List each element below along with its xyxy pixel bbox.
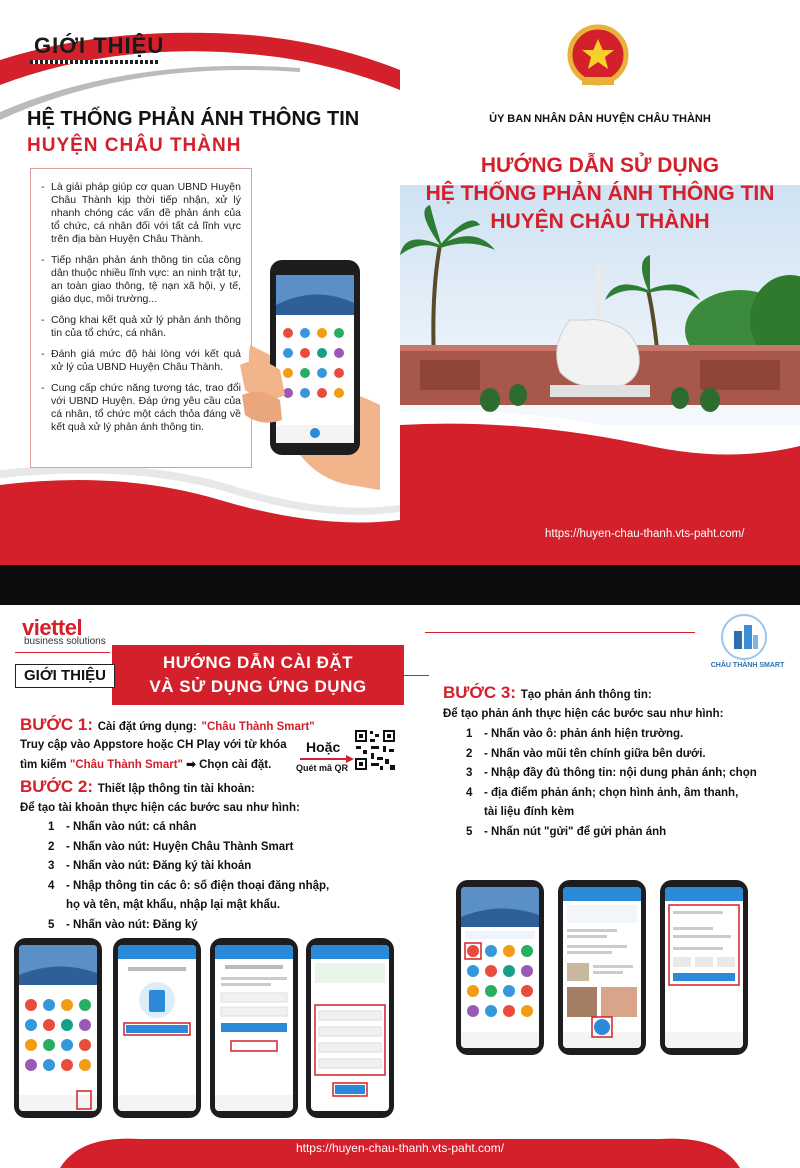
- list-item: 5 - Nhấn nút "gửi" để gửi phản ánh: [466, 825, 667, 838]
- list-item: 2 - Nhấn vào nút: Huyện Châu Thành Smart: [48, 840, 294, 853]
- phone-screenshot-step2-register-link: [210, 938, 298, 1118]
- intro-bullet: - Cung cấp chức năng tương tác, trao đổi với UBND Huyện. Đáp ứng yêu cầu của cá nhân, tổ chức một cách thỏa đáng về kết quả xử lý phản ánh thông tin.: [41, 382, 241, 434]
- phone-screenshot-form: [660, 880, 748, 1055]
- list-item: 1 - Nhấn vào ô: phản ánh hiện trường.: [466, 728, 684, 740]
- intro-bullet: - Là giải pháp giúp cơ quan UBND Huyện Châu Thành kịp thời tiếp nhận, xử lý nhanh chóng các vấn đề phản ánh của tổ chức, cá nhân đối với tất cả lĩnh vực trên địa bàn Huyện Châu Thành.: [41, 181, 241, 246]
- app-home-screen: [461, 887, 539, 1048]
- list-item: 4 - địa điểm phản ánh; chọn hình ảnh, âm thanh,: [466, 786, 739, 799]
- section-label: GIỚI THIỆU: [15, 664, 115, 688]
- qr-label: Quét mã QR: [296, 763, 349, 773]
- list-item: 2 - Nhấn vào mũi tên chính giữa bên dưới.: [466, 747, 706, 760]
- cover-artwork: [400, 0, 800, 565]
- list-item: 4 - Nhập thông tin các ô: số điện thoại đăng nhập,: [48, 879, 330, 892]
- list-item: 5 - Nhấn vào nút: Đăng ký: [48, 918, 198, 931]
- divider: [15, 652, 110, 653]
- intro-text-box: [30, 168, 252, 468]
- qr-code-icon[interactable]: [354, 729, 396, 771]
- step1-heading: [20, 715, 315, 735]
- install-guide-panel: [0, 605, 800, 1168]
- system-title: HỆ THỐNG PHẢN ÁNH THÔNG TIN: [27, 108, 360, 130]
- step3-text: Tạo phản ánh thông tin:: [520, 689, 652, 701]
- step3-list: [466, 725, 757, 842]
- intro-bullet: - Đánh giá mức độ hài lòng với kết quả xử lý của UBND Huyện Châu Thành.: [41, 348, 241, 374]
- viettel-logo: viettel: [22, 615, 83, 640]
- or-label: Hoặc: [306, 739, 341, 755]
- step1-line3-prefix: tìm kiếm: [20, 759, 67, 771]
- app-login-screen: [118, 945, 196, 1111]
- cover-url: https://huyen-chau-thanh.vts-paht.com/: [545, 528, 745, 540]
- banner-line: VÀ SỬ DỤNG ỨNG DỤNG: [149, 677, 367, 696]
- cover-title-line: HƯỚNG DẪN SỬ DỤNG: [480, 154, 720, 177]
- step3-heading: [443, 683, 652, 703]
- app-home-screen: [19, 945, 97, 1111]
- step1-label: BƯỚC 1:: [20, 715, 93, 734]
- arrow-right-icon: [300, 755, 355, 763]
- viettel-tagline: business solutions: [24, 636, 106, 647]
- list-item: 3 - Nhập đầy đủ thông tin: nội dung phản ánh; chọn: [466, 767, 757, 779]
- step3-label: BƯỚC 3:: [443, 683, 516, 702]
- list-item-continuation: tài liệu đính kèm: [484, 806, 575, 818]
- brochure-top-panel: [0, 0, 800, 565]
- banner-line: HƯỚNG DẪN CÀI ĐẶT: [162, 653, 354, 672]
- list-item: 3 - Nhấn vào nút: Đăng ký tài khoản: [48, 860, 252, 872]
- list-item-continuation: họ và tên, mật khẩu, nhập lại mật khẩu.: [66, 899, 281, 911]
- step1-line2: Truy cập vào Appstore hoặc CH Play với từ khóa: [20, 739, 287, 751]
- cover-title-line: HUYỆN CHÂU THÀNH: [490, 210, 710, 233]
- dashed-underline: [30, 60, 160, 64]
- step2-label: BƯỚC 2:: [20, 777, 93, 796]
- district-title: HUYỆN CHÂU THÀNH: [27, 135, 242, 156]
- step3-intro: Để tạo phản ánh thực hiện các bước sau như hình:: [443, 708, 724, 720]
- step1-line3-suffix: Chọn cài đặt.: [199, 759, 272, 771]
- app-logo-caption: CHÂU THÀNH SMART: [710, 662, 785, 669]
- step2-list: [48, 818, 329, 935]
- page-separator: [0, 565, 800, 605]
- divider: [425, 632, 695, 633]
- step1-line3: [20, 756, 271, 775]
- step2-intro: Để tạo tài khoản thực hiện các bước sau như hình:: [20, 802, 300, 814]
- guide-banner: [112, 645, 404, 705]
- list-item: 1 - Nhấn vào nút: cá nhân: [48, 821, 197, 833]
- step1-text: Cài đặt ứng dụng:: [97, 721, 197, 733]
- intro-bullet: - Tiếp nhận phản ánh thông tin của công dân thuộc nhiều lĩnh vực: an ninh trật tự, an toàn giao thông, tệ nạn xã hội, y tế, giáo dục, môi trường...: [41, 254, 241, 306]
- app-register-screen: [311, 945, 389, 1111]
- brochure-left-page: [0, 0, 400, 565]
- cover-title: [400, 152, 800, 236]
- arrow-right-icon: ➡: [186, 759, 196, 771]
- phone-screenshot-step2-register-form: [306, 938, 394, 1118]
- phone-screenshot-home: [456, 880, 544, 1055]
- app-report-form-screen: [665, 887, 743, 1048]
- brochure-cover-page: [400, 0, 800, 565]
- cover-title-line: HỆ THỐNG PHẢN ÁNH THÔNG TIN: [425, 182, 775, 205]
- step1-keyword: "Châu Thành Smart": [69, 759, 184, 771]
- intro-bullet: - Công khai kết quả xử lý phản ánh thông tin của tổ chức, cá nhân.: [41, 314, 241, 340]
- step1-app-name: "Châu Thành Smart": [201, 721, 315, 733]
- app-signin-screen: [215, 945, 293, 1111]
- divider: [404, 675, 429, 676]
- authority-name: ỦY BAN NHÂN DÂN HUYỆN CHÂU THÀNH: [489, 113, 711, 125]
- phone-screenshot-list: [558, 880, 646, 1055]
- chau-thanh-smart-logo-icon: [720, 613, 768, 661]
- bottom-url: https://huyen-chau-thanh.vts-paht.com/: [295, 1141, 505, 1155]
- app-feed-screen: [563, 887, 641, 1048]
- phone-screenshot-step2-login: [113, 938, 201, 1118]
- phone-screenshot-step2-home: [14, 938, 102, 1118]
- section-label: GIỚI THIỆU: [34, 33, 165, 58]
- hand-holding-phone-illustration: [240, 255, 380, 490]
- step2-text: Thiết lập thông tin tài khoản:: [97, 783, 255, 795]
- step2-heading: [20, 777, 255, 797]
